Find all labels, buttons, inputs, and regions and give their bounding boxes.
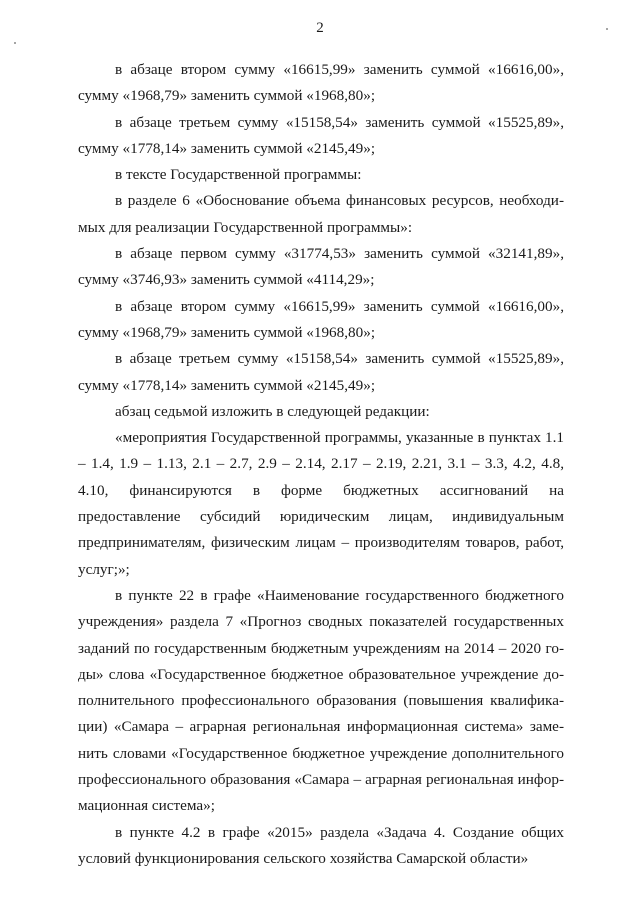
paragraph: в тексте Государственной программы: <box>115 166 362 184</box>
paragraph: в пункте 4.2 в графе «2015» раздела «Задача 4. Создание общих условий функционирования сельского хозяйства Самарской области» <box>78 823 564 867</box>
paragraph: в абзаце первом сумму «31774,53» заменить суммой «32141,89», сумму «3746,93» заменить суммой «4114,29»; <box>78 245 564 289</box>
scan-speck <box>14 42 16 44</box>
page-number: 2 <box>316 20 324 36</box>
paragraph: в разделе 6 «Обоснование объема финансовых ресурсов, необходимых для реализации Государственной программы»: <box>78 192 564 236</box>
paragraph: в пункте 22 в графе «Наименование государственного бюджетного учреждения» раздела 7 «Прогноз сводных показателей государственных заданий по государственным бюджетным учреждениям на 2014 – 2020 годы» слова «Государственное бюджетное образовательное учреждение дополнительного профессионального образования (повышения квалификации) «Самара – аграрная региональная информационная система» заменить словами «Государственное бюджетное учреждение дополнительного профессионального образования «Самара – аграрная региональная информационная система»; <box>78 586 564 815</box>
paragraph: в абзаце втором сумму «16615,99» заменить суммой «16616,00», сумму «1968,79» заменить суммой «1968,80»; <box>78 61 564 105</box>
paragraph: в абзаце третьем сумму «15158,54» заменить суммой «15525,89», сумму «1778,14» заменить суммой «2145,49»; <box>78 350 564 394</box>
document-body <box>78 57 564 872</box>
paragraph: абзац седьмой изложить в следующей редакции: <box>115 402 430 420</box>
paragraph: в абзаце втором сумму «16615,99» заменить суммой «16616,00», сумму «1968,79» заменить суммой «1968,80»; <box>78 297 564 341</box>
paragraph: в абзаце третьем сумму «15158,54» заменить суммой «15525,89», сумму «1778,14» заменить суммой «2145,49»; <box>78 113 564 157</box>
paragraph: «мероприятия Государственной программы, указанные в пунктах 1.1 – 1.4, 1.9 – 1.13, 2.1 – 2.7, 2.9 – 2.14, 2.17 – 2.19, 2.21, 3.1 – 3.3, 4.2, 4.8, 4.10, финансируются в форме бюджетных ассигнований на предоставление субсидий юридическим лицам, индивидуальным предпринимателям, физическим лицам – производителям товаров, работ, услуг;»; <box>78 429 564 578</box>
scan-speck <box>606 28 608 30</box>
